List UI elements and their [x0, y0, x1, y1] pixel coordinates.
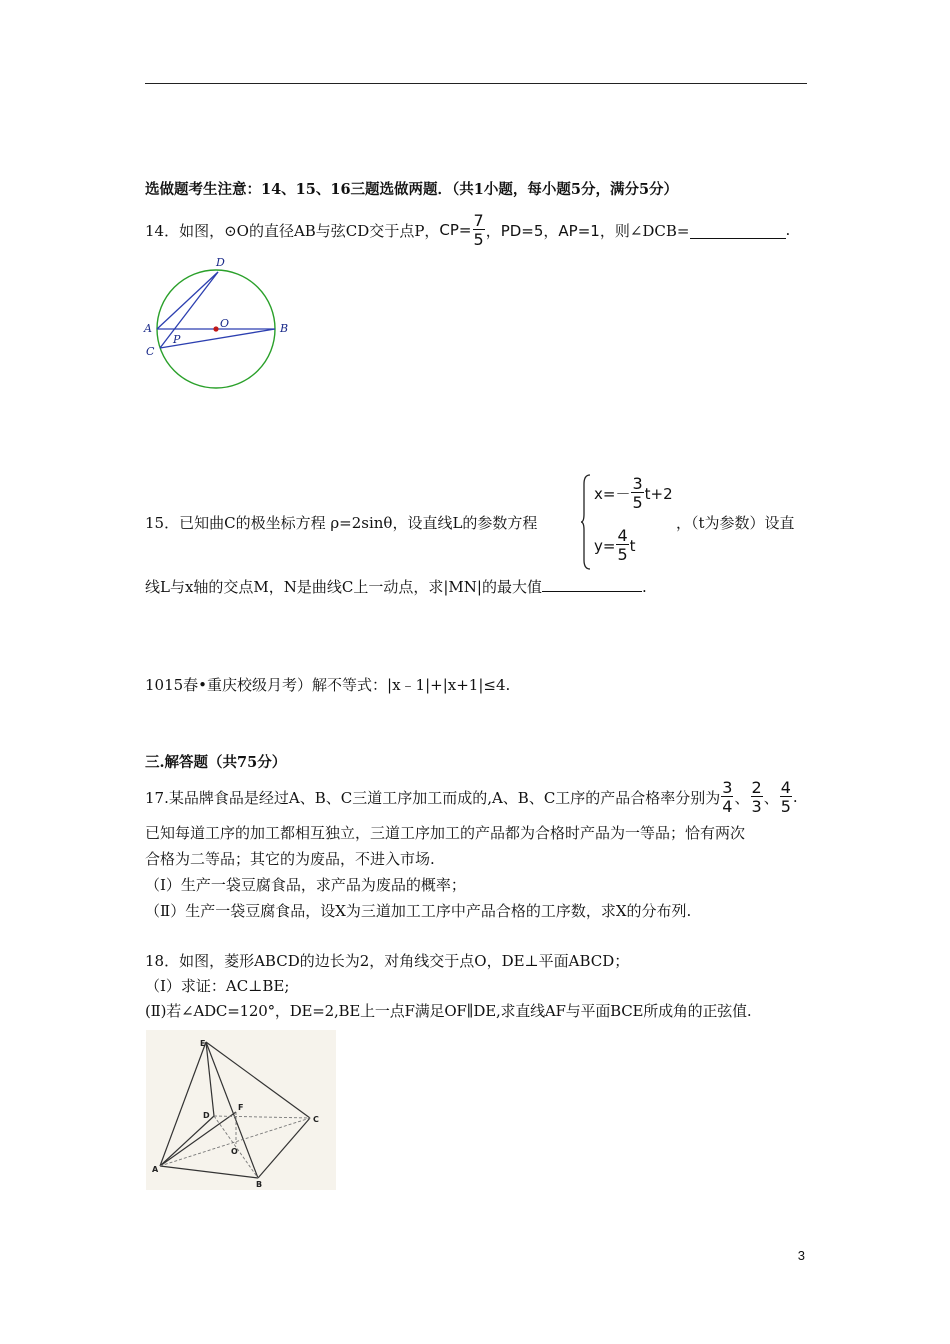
header-rule: [145, 83, 807, 84]
q17-fraction-a: [721, 777, 733, 816]
q14-cp-fraction: [473, 210, 485, 249]
q17-fraction-c-denominator: 5: [780, 796, 791, 816]
q18-pyramid-figure: [146, 1030, 336, 1190]
chord-cd: [160, 272, 218, 348]
q14-suffix: ，则∠DCB=: [599, 221, 690, 240]
q18-line1: 18．如图，菱形ABCD的边长为2，对角线交于点O，DE⊥平面ABCD；: [145, 952, 630, 970]
q17-line2: 已知每道工序的加工都相互独立，三道工序加工的产品都为合格时产品为一等品；恰有两次: [145, 824, 746, 842]
label-o: O: [220, 317, 230, 330]
q17-part2: （Ⅱ）生产一袋豆腐食品，设X为三道加工工序中产品合格的工序数，求X的分布列.: [145, 902, 692, 920]
q14-pd-ap: ，PD=5，AP=1: [485, 221, 600, 240]
q17-sep-2: 、: [763, 788, 779, 807]
q17-fraction-c-numerator: 4: [780, 777, 791, 797]
q15-y-equation: [594, 528, 636, 563]
q17-fraction-b: [751, 777, 763, 816]
label-c: C: [313, 1115, 319, 1124]
q15-line2-text: 线L与x轴的交点M，N是曲线C上一动点，求|MN|的最大值: [145, 578, 542, 596]
q17-sep-1: 、: [734, 788, 750, 807]
q14-cp-denominator: 5: [473, 229, 484, 249]
q17-part1: （Ⅰ）生产一袋豆腐食品，求产品为废品的概率；: [145, 876, 466, 894]
q15-x-equation: [594, 476, 673, 511]
q15-x-denominator: 5: [632, 493, 643, 512]
q14-circle-figure: [138, 252, 306, 396]
label-c: C: [146, 345, 155, 358]
label-d: D: [203, 1111, 210, 1120]
q15-answer-blank: [542, 577, 642, 592]
q17-fraction-b-denominator: 3: [751, 796, 762, 816]
label-f: F: [238, 1103, 244, 1112]
question-14: [145, 210, 790, 250]
segment-ad: [157, 272, 218, 329]
label-e: E: [200, 1039, 206, 1048]
q14-answer-blank: [690, 222, 786, 239]
q17-fraction-b-numerator: 2: [751, 777, 762, 797]
q15-x-fraction: [631, 476, 643, 511]
q17-fraction-a-denominator: 4: [722, 796, 733, 816]
q15-after: ，（t为参数）设直: [676, 514, 795, 532]
q15-brace: [580, 474, 592, 570]
q17-line1-text: 17.某品牌食品是经过A、B、C三道工序加工而成的,A、B、C工序的产品合格率分别为: [145, 788, 721, 807]
q14-prefix: 14．如图，⊙O的直径AB与弦CD交于点P，: [145, 221, 440, 240]
q15-y-fraction: [616, 528, 628, 563]
label-o: O: [231, 1147, 238, 1156]
q17-fraction-c: [780, 777, 792, 816]
q15-end: .: [641, 578, 647, 596]
q18-part1: （Ⅰ）求证：AC⊥BE;: [145, 977, 290, 995]
q17-line3: 合格为二等品；其它的为废品，不进入市场.: [145, 850, 435, 868]
q15-x-numerator: 3: [632, 474, 643, 493]
q15-y-label: y=: [594, 536, 616, 555]
q15-y-denominator: 5: [617, 545, 628, 564]
label-b: B: [280, 322, 289, 335]
q14-cp-numerator: 7: [473, 210, 484, 230]
q15-prefix: 15．已知曲C的极坐标方程 ρ=2sinθ，设直线L的参数方程: [145, 514, 538, 532]
q17-end: .: [792, 788, 798, 806]
q17-fraction-a-numerator: 3: [722, 777, 733, 797]
q15-x-label: x=－: [594, 485, 631, 503]
label-a: A: [144, 322, 152, 335]
center-point: [213, 326, 218, 331]
label-a: A: [152, 1165, 159, 1174]
q15-y-numerator: 4: [617, 526, 628, 545]
q18-part2: (Ⅱ)若∠ADC=120°，DE=2,BE上一点F满足OF∥DE,求直线AF与平面BCE所成角的正弦值.: [145, 1002, 752, 1020]
q14-cp-label: CP=: [439, 221, 472, 239]
q15-line2: [145, 576, 647, 597]
section3-heading: 三.解答题（共75分）: [145, 754, 287, 771]
q15-y-tail: t: [629, 536, 636, 555]
optional-section-heading: 选做题考生注意：14、15、16三题选做两题．（共1小题，每小题5分，满分5分）: [145, 181, 679, 198]
page-number: 3: [797, 1248, 805, 1263]
q16-text: 1015春•重庆校级月考）解不等式：|x﹣1|+|x+1|≤4.: [145, 676, 511, 694]
q15-x-tail: t+2: [644, 484, 673, 503]
label-b: B: [256, 1180, 263, 1189]
label-d: D: [216, 256, 225, 269]
label-p: P: [173, 333, 181, 346]
q14-end: .: [785, 221, 791, 239]
q17-line1: [145, 775, 798, 819]
